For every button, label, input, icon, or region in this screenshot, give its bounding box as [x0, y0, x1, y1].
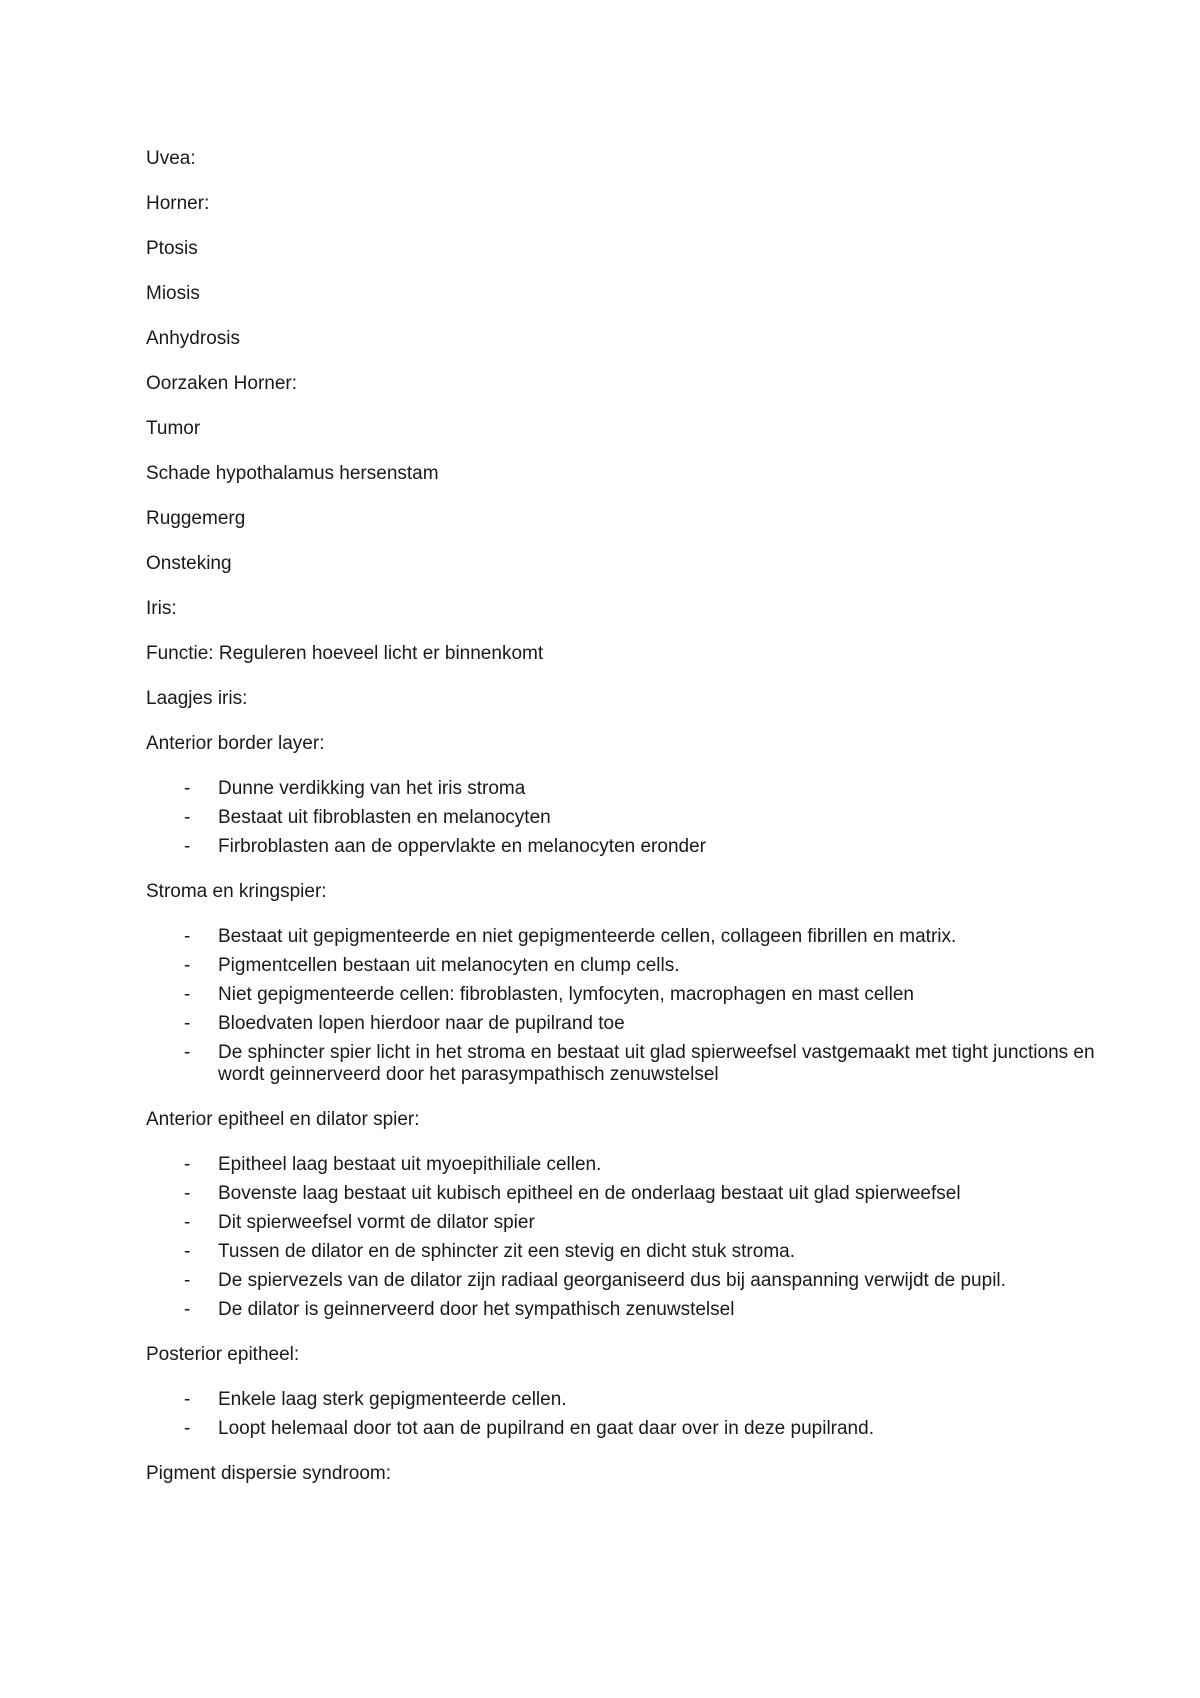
paragraph-laagjes-iris: Laagjes iris:: [146, 688, 248, 709]
paragraph-oorzaken-horner: Oorzaken Horner:: [146, 373, 298, 394]
section-heading: Anterior border layer:: [146, 733, 325, 754]
list-item: [146, 807, 1098, 829]
bullet-dash: -: [184, 1042, 191, 1063]
bullet-dash: -: [184, 926, 191, 947]
list-item: [146, 1418, 1098, 1440]
list-item-text: Bestaat uit gepigmenteerde en niet gepigmenteerde cellen, collageen fibrillen en matrix.: [218, 926, 957, 947]
list-item: [146, 1299, 1098, 1321]
paragraph-ptosis: Ptosis: [146, 238, 198, 259]
list-item-text: Firbroblasten aan de oppervlakte en melanocyten eronder: [218, 836, 706, 857]
list-item: [146, 1389, 1098, 1411]
bullet-dash: -: [184, 1299, 191, 1320]
section-heading: Anterior epitheel en dilator spier:: [146, 1109, 420, 1130]
paragraph-functie: Functie: Reguleren hoeveel licht er binnenkomt: [146, 643, 544, 664]
list-item-text: Epitheel laag bestaat uit myoepithiliale cellen.: [218, 1154, 602, 1175]
list-item: [146, 1270, 1098, 1292]
paragraph-horner: Horner:: [146, 193, 210, 214]
list-item: [146, 1154, 1098, 1176]
list-item: [146, 1013, 1098, 1035]
list-item-text: Niet gepigmenteerde cellen: fibroblasten, lymfocyten, macrophagen en mast cellen: [218, 984, 914, 1005]
bullet-dash: -: [184, 1418, 191, 1439]
bullet-dash: -: [184, 778, 191, 799]
list-item-text: De spiervezels van de dilator zijn radiaal georganiseerd dus bij aanspanning verwijdt de pupil.: [218, 1270, 1006, 1291]
paragraph-tumor: Tumor: [146, 418, 201, 439]
list-item: [146, 955, 1098, 977]
bullet-list: [146, 1389, 1200, 1440]
bullet-dash: -: [184, 1270, 191, 1291]
list-item: [146, 1183, 1098, 1205]
list-item-text: Bovenste laag bestaat uit kubisch epitheel en de onderlaag bestaat uit glad spierweefsel: [218, 1183, 961, 1204]
bullet-dash: -: [184, 1212, 191, 1233]
list-item-text: Enkele laag sterk gepigmenteerde cellen.: [218, 1389, 567, 1410]
list-item: [146, 926, 1098, 948]
list-item: [146, 836, 1098, 858]
list-item-text: Dit spierweefsel vormt de dilator spier: [218, 1212, 535, 1233]
paragraph-iris: Iris:: [146, 598, 177, 619]
list-item-text: De dilator is geinnerveerd door het sympathisch zenuwstelsel: [218, 1299, 735, 1320]
paragraph-ruggemerg: Ruggemerg: [146, 508, 246, 529]
paragraph-anhydrosis: Anhydrosis: [146, 328, 240, 349]
bullet-dash: -: [184, 1183, 191, 1204]
list-item: [146, 984, 1098, 1006]
list-item-text: De sphincter spier licht in het stroma en bestaat uit glad spierweefsel vastgemaakt met tight junctions en wordt geinnerveerd door het parasympathisch zenuwstelsel: [218, 1042, 1095, 1085]
paragraph-miosis: Miosis: [146, 283, 200, 304]
list-item-text: Pigmentcellen bestaan uit melanocyten en clump cells.: [218, 955, 680, 976]
section-heading: Pigment dispersie syndroom:: [146, 1463, 391, 1484]
bullet-dash: -: [184, 1154, 191, 1175]
list-item-text: Bloedvaten lopen hierdoor naar de pupilrand toe: [218, 1013, 625, 1034]
list-item-text: Tussen de dilator en de sphincter zit een stevig en dicht stuk stroma.: [218, 1241, 795, 1262]
bullet-list: [146, 926, 1200, 1086]
bullet-list: [146, 778, 1200, 858]
paragraph-schade: Schade hypothalamus hersenstam: [146, 463, 439, 484]
bullet-dash: -: [184, 836, 191, 857]
list-item-text: Dunne verdikking van het iris stroma: [218, 778, 526, 799]
list-item: [146, 1042, 1098, 1086]
section-heading: Stroma en kringspier:: [146, 881, 327, 902]
list-item-text: Loopt helemaal door tot aan de pupilrand en gaat daar over in deze pupilrand.: [218, 1418, 874, 1439]
paragraph-onsteking: Onsteking: [146, 553, 232, 574]
bullet-dash: -: [184, 1013, 191, 1034]
list-item: [146, 778, 1098, 800]
bullet-dash: -: [184, 984, 191, 1005]
bullet-dash: -: [184, 1389, 191, 1410]
bullet-dash: -: [184, 1241, 191, 1262]
bullet-list: [146, 1154, 1200, 1321]
list-item-text: Bestaat uit fibroblasten en melanocyten: [218, 807, 551, 828]
paragraph-uvea: Uvea:: [146, 148, 196, 169]
bullet-dash: -: [184, 807, 191, 828]
list-item: [146, 1241, 1098, 1263]
list-item: [146, 1212, 1098, 1234]
bullet-dash: -: [184, 955, 191, 976]
section-heading: Posterior epitheel:: [146, 1344, 300, 1365]
